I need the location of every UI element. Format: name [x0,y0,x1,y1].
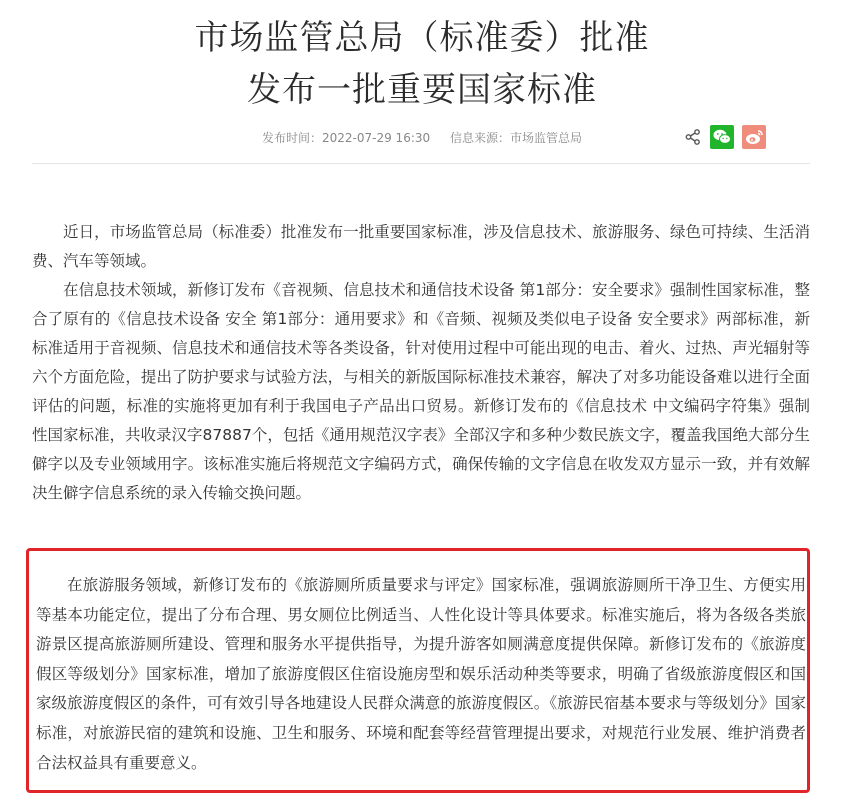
share-bar [684,124,766,150]
highlight-box [26,548,810,793]
source: 信息来源：市场监管总局 [449,131,582,145]
divider [32,163,810,164]
wechat-icon[interactable] [710,125,734,149]
publish-time: 发布时间：2022-07-29 16:30 [262,131,431,145]
article-title [0,12,844,116]
article-meta [262,128,598,148]
paragraph-it: 在信息技术领域，新修订发布《音视频、信息技术和通信技术设备 第1部分：安全要求》强制性国家标准，整合了原有的《信息技术设备 安全 第1部分：通用要求》和《音频、视频及类似电子设备 安全要求》两部标准，新标准适用于音视频、信息技术和通信技术等各类设备，针对使用过程中可能出现的电击、着火、过热、声光辐射等六个方面危险，提出了防护要求与试验方法，与相关的新版国际标准技术兼容，解决了对多功能设备难以进行全面评估的问题，标准的实施将更加有利于我国电子产品出口贸易。新修订发布的《信息技术 中文编码字符集》强制性国家标准，共收录汉字87887个，包括《通用规范汉字表》全部汉字和多种少数民族文字，覆盖我国绝大部分生僻字以及专业领域用字。该标准实施后将规范文字编码方式，确保传输的文字信息在收发双方显示一致，并有效解决生僻字信息系统的录入传输交换问题。 [32,281,810,502]
paragraph-intro: 近日，市场监管总局（标准委）批准发布一批重要国家标准，涉及信息技术、旅游服务、绿色可持续、生活消费、汽车等领域。 [32,223,810,270]
share-icon[interactable] [684,128,702,146]
title-line-1: 市场监管总局（标准委）批准 [194,18,650,58]
title-line-2: 发布一批重要国家标准 [247,70,597,110]
article-body [32,218,810,508]
paragraph-tourism: 在旅游服务领域，新修订发布的《旅游厕所质量要求与评定》国家标准，强调旅游厕所干净卫生、方便实用等基本功能定位，提出了分布合理、男女厕位比例适当、人性化设计等具体要求。标准实施后，将为各级各类旅游景区提高旅游厕所建设、管理和服务水平提供指导，为提升游客如厕满意度提供保障。新修订发布的《旅游度假区等级划分》国家标准，增加了旅游度假区住宿设施房型和娱乐活动种类等要求，明确了省级旅游度假区和国家级旅游度假区的条件，可有效引导各地建设人民群众满意的旅游度假区。《旅游民宿基本要求与等级划分》国家标准，对旅游民宿的建筑和设施、卫生和服务、环境和配套等经营管理提出要求，对规范行业发展、维护消费者合法权益具有重要意义。 [36,576,806,772]
weibo-icon[interactable] [742,125,766,149]
